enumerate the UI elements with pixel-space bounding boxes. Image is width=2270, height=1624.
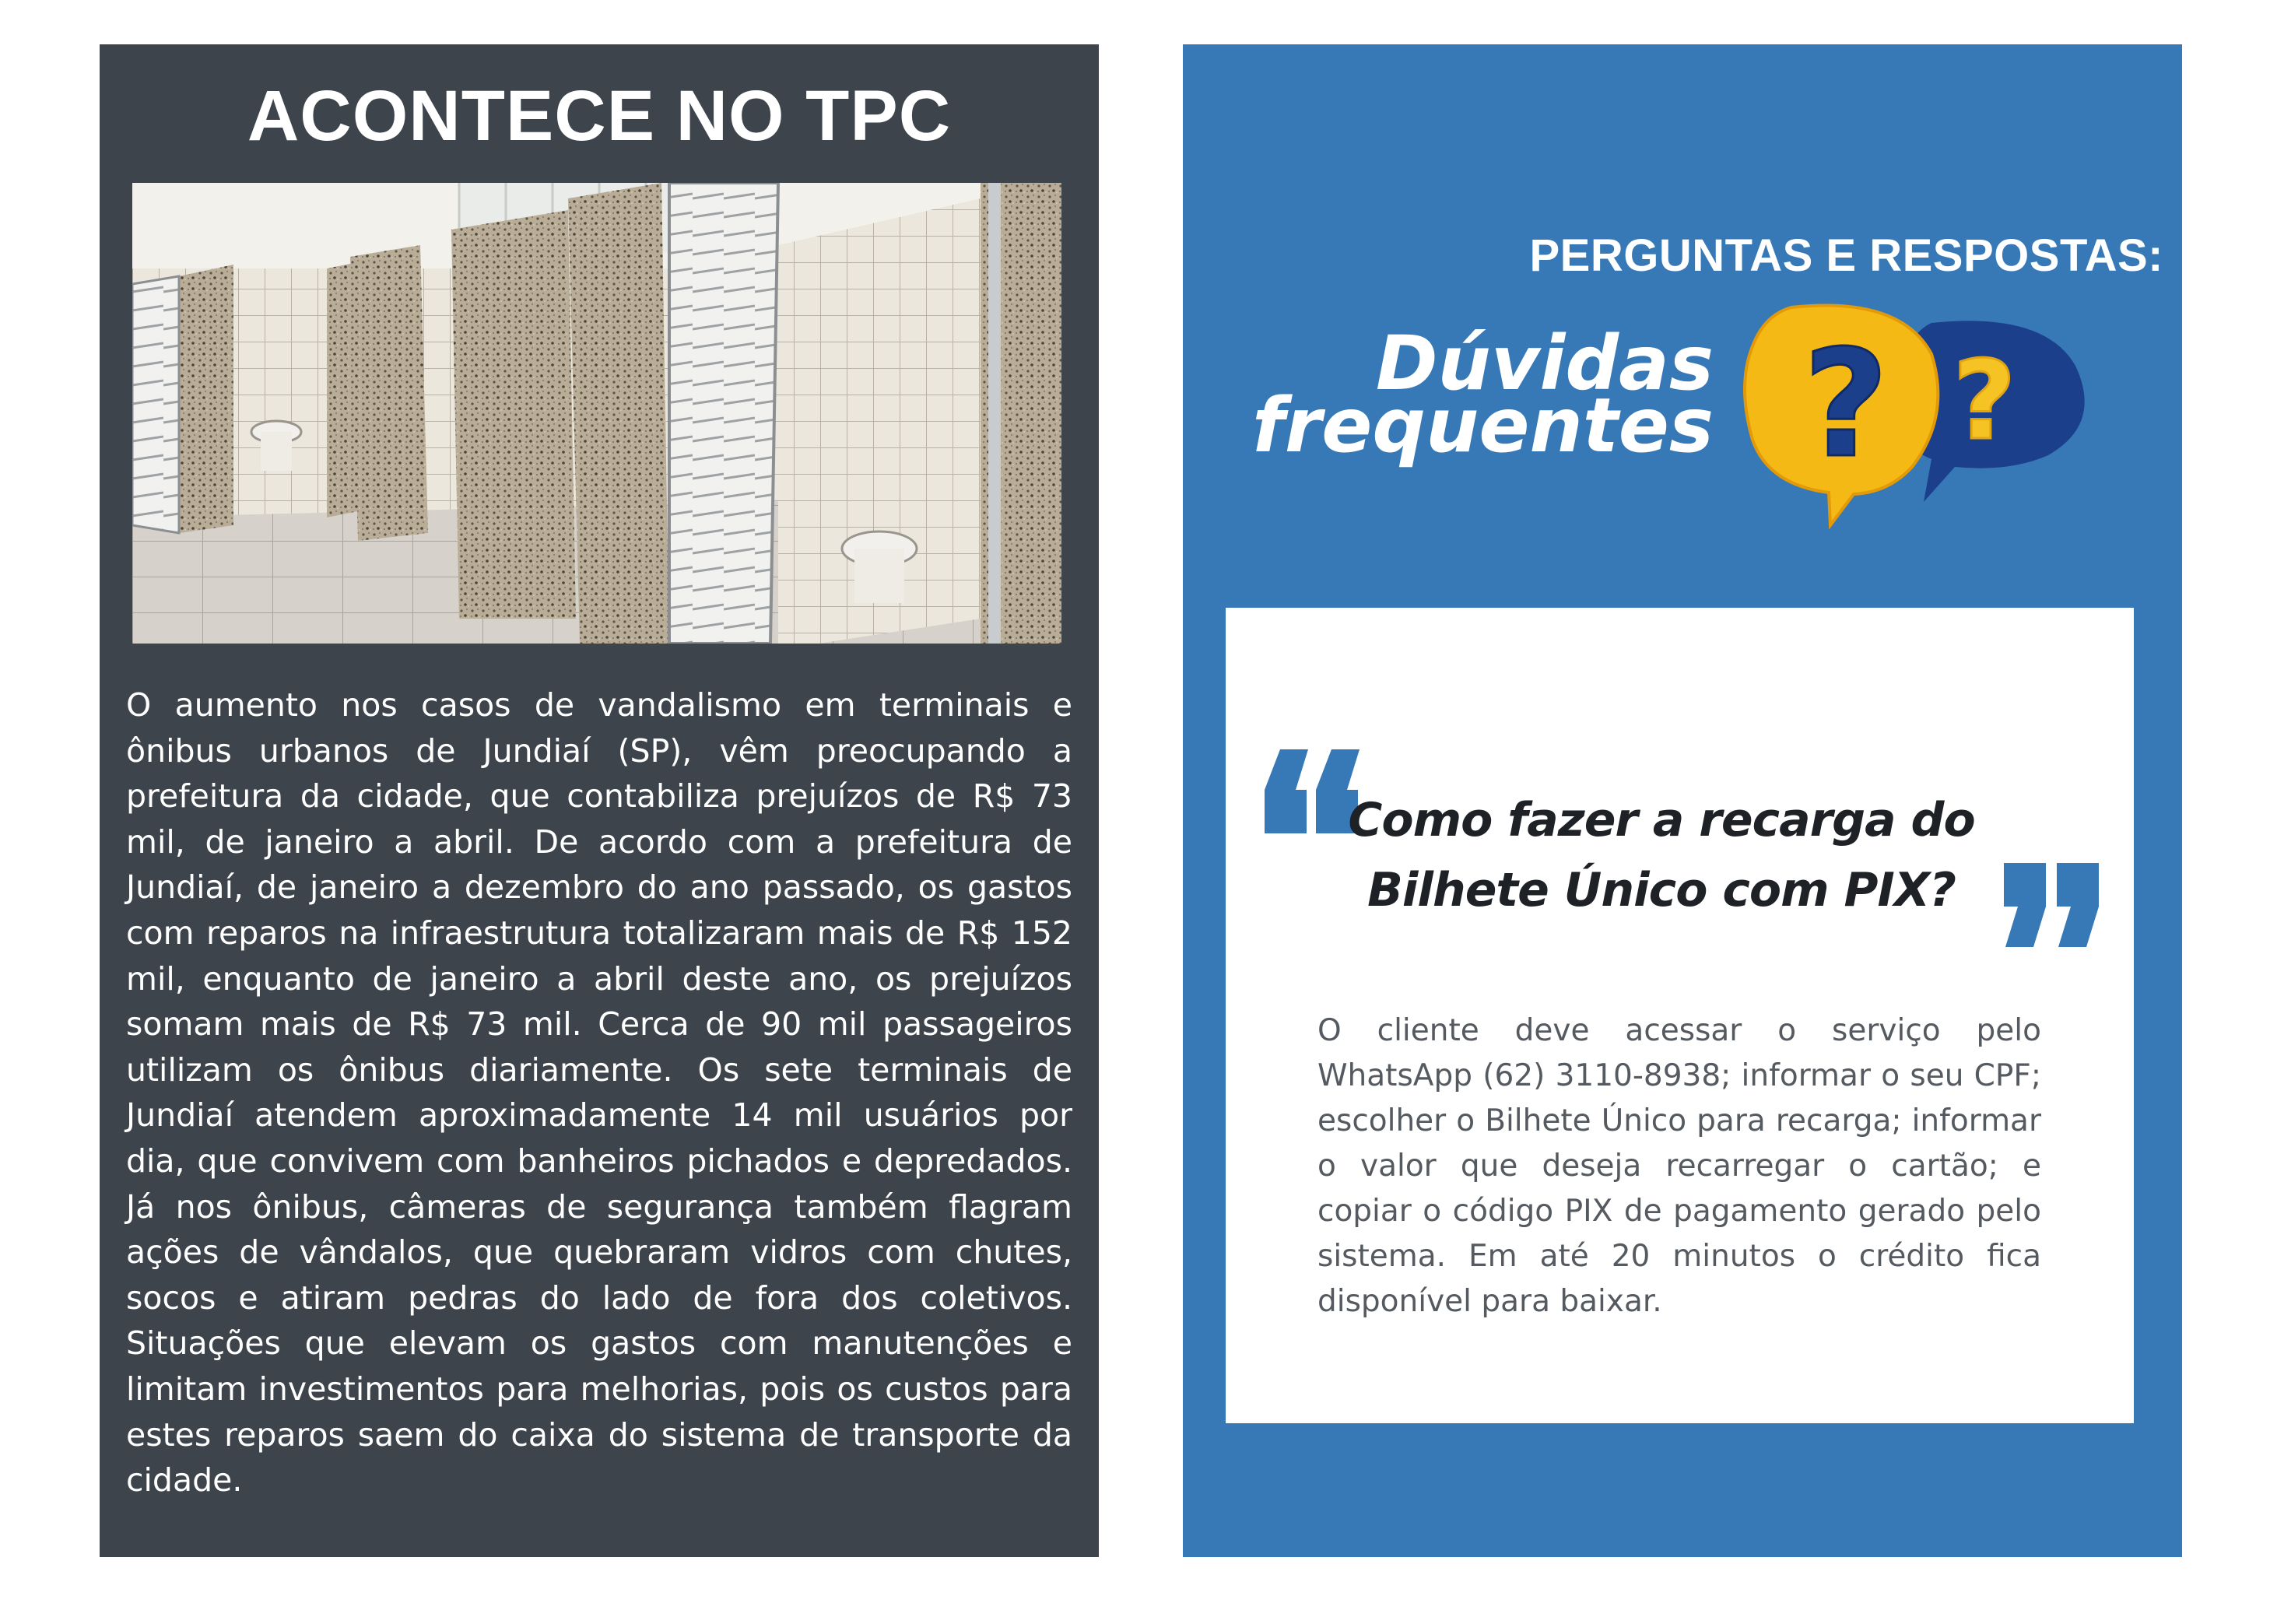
faq-card <box>1226 608 2134 1423</box>
bathroom-photo <box>132 183 1061 644</box>
faq-question <box>1319 785 2004 925</box>
article-body: O aumento nos casos de vandalismo em terminais e ônibus urbanos de Jundiaí (SP), vêm preocupando a prefeitura da cidade, que contabiliza prejuízos de R$ 73 mil, de janeiro a abril. De acordo com a prefeitura de Jundiaí, de janeiro a dezembro do ano passado, os gastos com reparos na infraestrutura totalizaram mais de R$ 152 mil, enquanto de janeiro a abril deste ano, os prejuízos somam mais de R$ 73 mil. Cerca de 90 mil passageiros utilizam os ônibus diariamente. Os sete terminais de Jundiaí atendem aproximadamente 14 mil usuários por dia, que convivem com banheiros pichados e depredados. Já nos ônibus, câmeras de segurança também flagram ações de vândalos, que quebraram vidros com chutes, socos e atiram pedras do lado de fora dos coletivos. Situações que elevam os gastos com manutenções e limitam investimentos para melhorias, pois os custos para estes reparos saem do caixa do sistema de transporte da cidade. <box>126 686 1072 1499</box>
svg-text:?: ? <box>1952 338 2016 465</box>
question-line2: Bilhete Único com PIX? <box>1367 863 1956 917</box>
question-bubbles-icon <box>1737 300 2103 541</box>
qa-heading-text: PERGUNTAS E RESPOSTAS: <box>1529 230 2163 281</box>
faq-title-line2: frequentes <box>1252 382 1714 469</box>
faq-panel <box>1183 44 2182 1557</box>
question-line1: Como fazer a recarga do <box>1348 793 1975 847</box>
section-title: ACONTECE NO TPC <box>247 76 952 156</box>
close-quote-icon <box>2004 861 2100 959</box>
svg-text:?: ? <box>1802 318 1889 490</box>
faq-title-line1: Dúvidas <box>1375 320 1714 407</box>
acontece-panel <box>100 44 1099 1557</box>
faq-answer: O cliente deve acessar o serviço pelo WhatsApp (62) 3110-8938; informar o seu CPF; escolher o Bilhete Único para recarga; informar o valor que deseja recarregar o cartão; e copiar o código PIX de pagamento gerado pelo sistema. Em até 20 minutos o crédito fica disponível para baixar. <box>1317 1013 2041 1319</box>
qa-heading <box>1183 230 2163 282</box>
